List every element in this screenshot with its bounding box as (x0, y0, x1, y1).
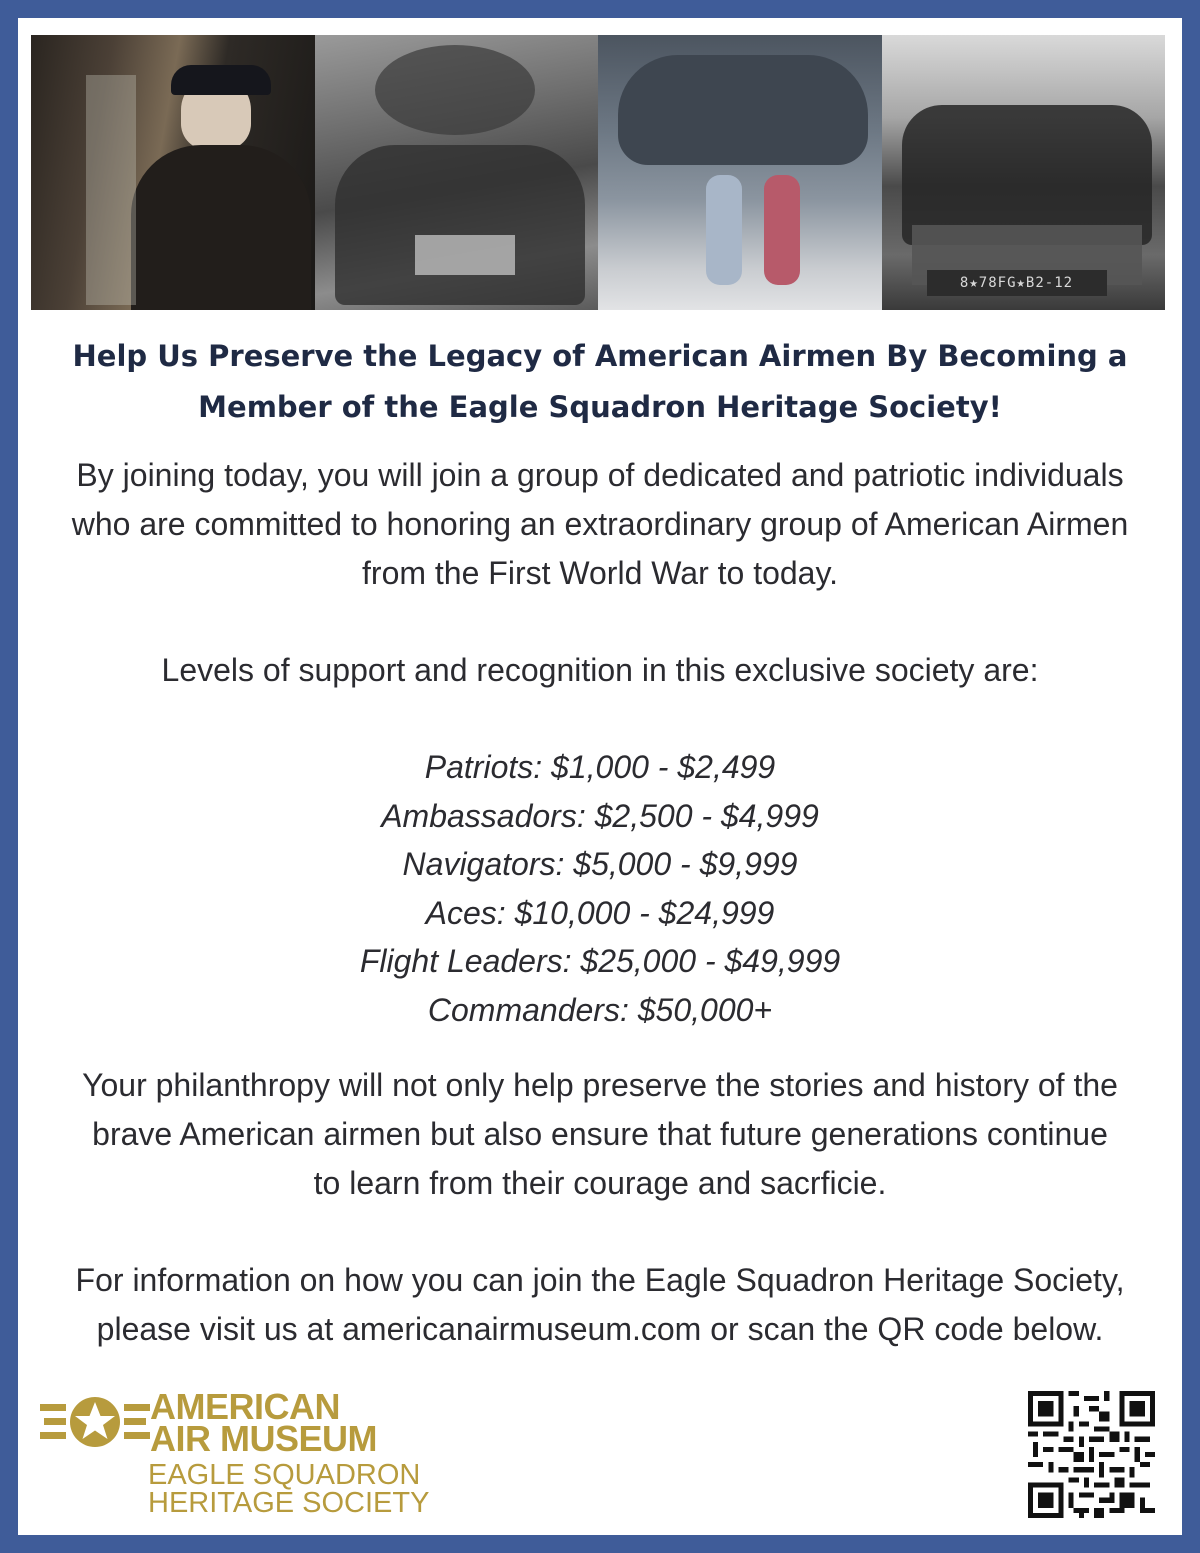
american-air-museum-logo (40, 1376, 460, 1519)
philanthropy-paragraph (18, 1061, 1182, 1208)
headline-line-1: Help Us Preserve the Legacy of American Airmen By Becoming a (72, 339, 1128, 373)
info-line-2: please visit us at americanairmuseum.com or scan the QR code below. (96, 1311, 1104, 1347)
headline-line-2: Member of the Eagle Squadron Heritage Society! (198, 390, 1002, 424)
logo-text-air-museum: AIR MUSEUM (150, 1418, 377, 1459)
level-flight-leaders: Flight Leaders: $25,000 - $49,999 (359, 943, 841, 979)
photo-museum-visitor (31, 35, 315, 310)
vehicle-plate: 8★78FG★B2-12 (927, 270, 1107, 296)
level-patriots: Patriots: $1,000 - $2,499 (424, 749, 776, 785)
logo-text-eagle-squadron: EAGLE SQUADRON (148, 1459, 421, 1491)
intro-line-2: who are committed to honoring an extraordinary group of American Airmen (71, 506, 1129, 542)
intro-line-1: By joining today, you will join a group of dedicated and patriotic individuals (76, 457, 1124, 493)
photo-airmen-vehicle (882, 35, 1166, 310)
logo-text-heritage-society: HERITAGE SOCIETY (148, 1487, 430, 1519)
star-roundel-icon (40, 1394, 150, 1454)
photo-strip (31, 35, 1165, 310)
qr-code-icon[interactable] (1028, 1391, 1155, 1518)
level-commanders: Commanders: $50,000+ (427, 991, 773, 1028)
levels-intro: Levels of support and recognition in this exclusive society are: (161, 652, 1039, 688)
support-levels-list (18, 743, 1182, 1034)
intro-line-3: from the First World War to today. (362, 555, 838, 591)
level-aces: Aces: $10,000 - $24,999 (425, 894, 775, 931)
info-paragraph (18, 1256, 1182, 1354)
headline (18, 331, 1182, 433)
philanthropy-line-2: brave American airmen but also ensure that future generations continue (92, 1116, 1108, 1152)
philanthropy-line-3: to learn from their courage and sacrficie. (313, 1165, 887, 1201)
photo-bomber-hangar (598, 35, 882, 310)
level-navigators: Navigators: $5,000 - $9,999 (402, 846, 798, 882)
photo-airmen-group (315, 35, 599, 310)
intro-paragraph (18, 451, 1182, 598)
philanthropy-line-1: Your philanthropy will not only help preserve the stories and history of the (82, 1067, 1118, 1103)
logo-text-american: AMERICAN (150, 1386, 340, 1427)
info-line-1: For information on how you can join the Eagle Squadron Heritage Society, (75, 1262, 1125, 1298)
level-ambassadors: Ambassadors: $2,500 - $4,999 (381, 797, 819, 834)
